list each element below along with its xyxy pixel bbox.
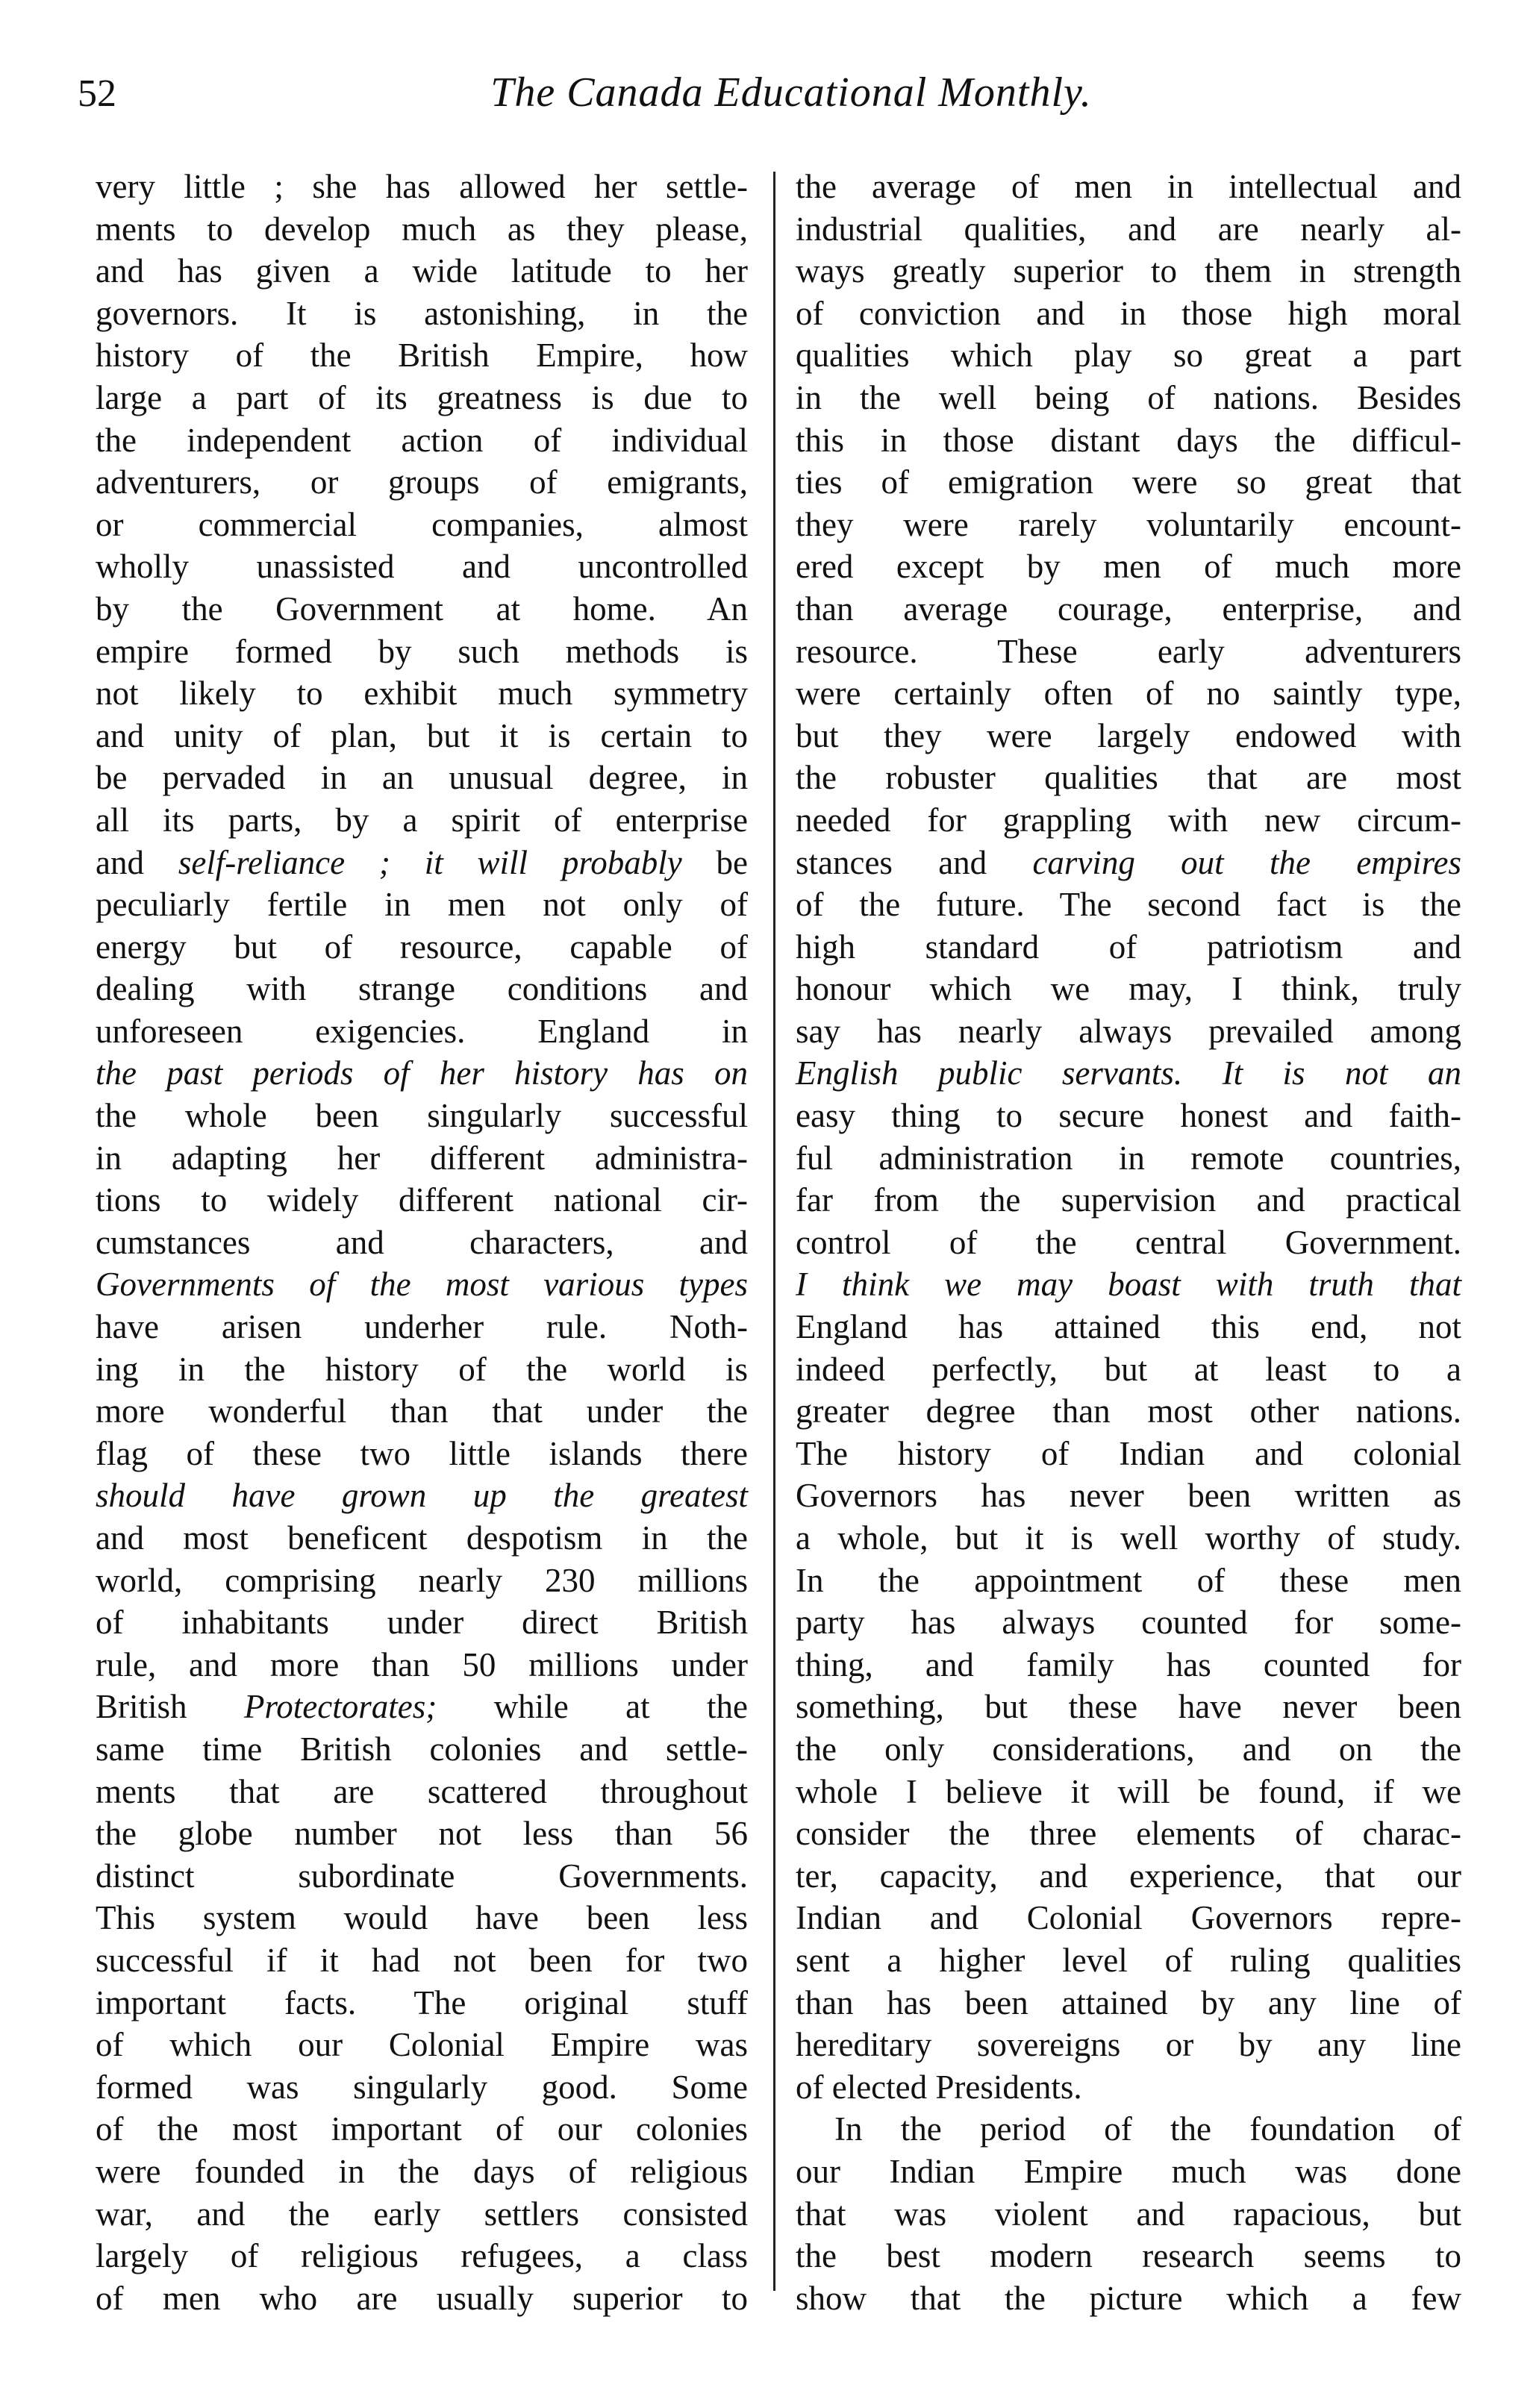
text-segment: This system would have been less xyxy=(96,1899,748,1937)
text-segment: of the future. The second fact is the xyxy=(796,886,1461,924)
text-line xyxy=(96,1263,748,1306)
text-line xyxy=(96,1010,748,1053)
text-line xyxy=(796,968,1461,1010)
text-line xyxy=(96,208,748,251)
italic-text: I think we may boast with truth that xyxy=(796,1266,1461,1304)
text-segment: be xyxy=(681,843,748,881)
text-segment: war, and the early settlers consisted xyxy=(96,2195,748,2233)
italic-text: should have grown up the greatest xyxy=(96,1477,748,1515)
text-segment: of men who are usually superior to xyxy=(96,2279,748,2317)
text-line xyxy=(96,1348,748,1391)
text-line xyxy=(796,208,1461,251)
text-segment: party has always counted for some- xyxy=(796,1604,1461,1642)
text-line xyxy=(96,2193,748,2236)
text-segment: The history of Indian and colonial xyxy=(796,1434,1461,1472)
text-segment: dealing with strange conditions and xyxy=(96,970,748,1008)
text-segment: and xyxy=(96,843,178,881)
text-line xyxy=(96,2108,748,2151)
text-line xyxy=(96,1179,748,1222)
text-line xyxy=(96,293,748,335)
text-line xyxy=(796,1560,1461,1602)
text-segment: or commercial companies, almost xyxy=(96,505,748,543)
text-line xyxy=(96,1897,748,1939)
text-segment: a whole, but it is well worthy of study. xyxy=(796,1519,1461,1557)
text-line xyxy=(796,588,1461,631)
text-segment: the globe number not less than 56 xyxy=(96,1815,748,1853)
text-line xyxy=(796,2066,1461,2109)
text-line xyxy=(796,2235,1461,2277)
text-segment: greater degree than most other nations. xyxy=(796,1392,1461,1430)
text-segment: and most beneficent despotism in the xyxy=(96,1519,748,1557)
text-line xyxy=(96,1222,748,1264)
text-line xyxy=(796,1601,1461,1644)
column-divider xyxy=(773,172,775,2291)
text-line xyxy=(96,1686,748,1728)
text-line xyxy=(796,715,1461,757)
text-line xyxy=(796,2108,1461,2151)
text-segment: but they were largely endowed with xyxy=(796,716,1461,754)
text-line xyxy=(96,1728,748,1771)
italic-text: Governments of the most various types xyxy=(96,1266,748,1304)
text-segment: empire formed by such methods is xyxy=(96,632,748,670)
text-line xyxy=(796,757,1461,799)
text-segment: something, but these have never been xyxy=(796,1688,1461,1726)
text-line xyxy=(796,504,1461,546)
italic-text: carving out the empires xyxy=(1032,843,1461,881)
text-line xyxy=(96,1939,748,1982)
text-segment: cumstances and characters, and xyxy=(96,1223,748,1261)
text-line xyxy=(96,1095,748,1137)
text-line xyxy=(796,884,1461,926)
text-line xyxy=(796,2024,1461,2066)
text-segment: ing in the history of the world is xyxy=(96,1350,748,1388)
text-line xyxy=(96,1644,748,1686)
text-segment: rule, and more than 50 millions under xyxy=(96,1645,748,1683)
text-line xyxy=(796,1222,1461,1264)
text-segment: of which our Colonial Empire was xyxy=(96,2026,748,2064)
text-line xyxy=(96,1517,748,1560)
text-segment: unforeseen exigencies. England in xyxy=(96,1012,748,1050)
italic-text: the past periods of her history has on xyxy=(96,1054,748,1092)
text-line xyxy=(796,419,1461,462)
text-line xyxy=(96,631,748,673)
text-segment: that was violent and rapacious, but xyxy=(796,2195,1461,2233)
text-segment: of the most important of our colonies xyxy=(96,2110,748,2148)
text-segment: of elected Presidents. xyxy=(796,2068,1082,2106)
text-line xyxy=(796,1939,1461,1982)
text-line xyxy=(796,926,1461,969)
text-segment: indeed perfectly, but at least to a xyxy=(796,1350,1461,1388)
text-line xyxy=(96,1137,748,1180)
text-line xyxy=(96,715,748,757)
text-line xyxy=(96,757,748,799)
text-line xyxy=(796,1348,1461,1391)
text-line xyxy=(96,545,748,588)
text-segment: the independent action of individual xyxy=(96,421,748,459)
text-line xyxy=(796,2193,1461,2236)
text-segment: peculiarly fertile in men not only of xyxy=(96,886,748,924)
text-segment: whole I believe it will be found, if we xyxy=(796,1772,1461,1810)
text-line xyxy=(96,1601,748,1644)
text-segment: wholly unassisted and uncontrolled xyxy=(96,548,748,586)
text-segment: needed for grappling with new circum- xyxy=(796,801,1461,839)
running-title: The Canada Educational Monthly. xyxy=(490,69,1092,116)
text-segment: flag of these two little islands there xyxy=(96,1434,748,1472)
text-line xyxy=(796,1179,1461,1222)
text-line xyxy=(796,1855,1461,1898)
text-line xyxy=(796,1137,1461,1180)
text-line xyxy=(96,926,748,969)
text-line xyxy=(796,1813,1461,1855)
text-line xyxy=(96,1390,748,1433)
text-line xyxy=(796,250,1461,293)
text-line xyxy=(796,545,1461,588)
text-segment: ments to develop much as they please, xyxy=(96,210,748,248)
text-segment: be pervaded in an unusual degree, in xyxy=(96,759,748,797)
text-segment: industrial qualities, and are nearly al- xyxy=(796,210,1461,248)
text-segment: very little ; she has allowed her settle- xyxy=(96,168,748,205)
text-segment: and unity of plan, but it is certain to xyxy=(96,716,748,754)
text-segment: Governors has never been written as xyxy=(796,1477,1461,1515)
text-line xyxy=(96,1855,748,1898)
text-line xyxy=(96,2066,748,2109)
text-line xyxy=(796,799,1461,842)
text-line xyxy=(796,2151,1461,2193)
text-line xyxy=(96,1771,748,1813)
text-segment: Indian and Colonial Governors repre- xyxy=(796,1899,1461,1937)
text-segment: honour which we may, I think, truly xyxy=(796,970,1461,1008)
text-line xyxy=(96,504,748,546)
text-segment: the robuster qualities that are most xyxy=(796,759,1461,797)
text-segment: ments that are scattered throughout xyxy=(96,1772,748,1810)
text-line xyxy=(96,1813,748,1855)
text-line xyxy=(796,1517,1461,1560)
text-segment: show that the picture which a few xyxy=(796,2279,1461,2317)
text-segment: British xyxy=(96,1688,244,1726)
text-segment: the average of men in intellectual and xyxy=(796,168,1461,205)
text-segment: adventurers, or groups of emigrants, xyxy=(96,463,748,501)
text-line xyxy=(96,1306,748,1348)
text-line xyxy=(96,250,748,293)
text-line xyxy=(796,377,1461,419)
text-segment: large a part of its greatness is due to xyxy=(96,378,748,416)
text-segment: ways greatly superior to them in strength xyxy=(796,252,1461,290)
text-line xyxy=(796,672,1461,715)
text-segment: than average courage, enterprise, and xyxy=(796,590,1461,628)
text-segment: control of the central Government. xyxy=(796,1223,1461,1261)
text-line xyxy=(96,1560,748,1602)
text-segment: more wonderful than that under the xyxy=(96,1392,748,1430)
text-line xyxy=(96,461,748,504)
text-line xyxy=(96,588,748,631)
text-segment: our Indian Empire much was done xyxy=(796,2152,1461,2190)
text-segment: formed was singularly good. Some xyxy=(96,2068,748,2106)
text-segment: ful administration in remote countries, xyxy=(796,1139,1461,1177)
text-segment: distinct subordinate Governments. xyxy=(96,1857,748,1895)
text-segment: In the period of the foundation of xyxy=(834,2110,1461,2148)
text-line xyxy=(796,1474,1461,1517)
italic-text: English public servants. It is not an xyxy=(796,1054,1461,1092)
text-segment: ered except by men of much more xyxy=(796,548,1461,586)
text-line xyxy=(796,1686,1461,1728)
text-segment: ter, capacity, and experience, that our xyxy=(796,1857,1461,1895)
text-segment: in adapting her different administra- xyxy=(96,1139,748,1177)
text-segment: were certainly often of no saintly type, xyxy=(796,675,1461,713)
text-segment: were founded in the days of religious xyxy=(96,2152,748,2190)
text-segment: qualities which play so great a part xyxy=(796,337,1461,375)
text-line xyxy=(96,2235,748,2277)
text-segment: have arisen underher rule. Noth- xyxy=(96,1308,748,1346)
text-segment: world, comprising nearly 230 millions xyxy=(96,1561,748,1599)
text-line xyxy=(796,1728,1461,1771)
text-segment: this in those distant days the difficul- xyxy=(796,421,1461,459)
text-segment: ties of emigration were so great that xyxy=(796,463,1461,501)
text-line xyxy=(96,377,748,419)
text-line xyxy=(796,1897,1461,1939)
text-line xyxy=(96,166,748,208)
text-line xyxy=(96,419,748,462)
text-segment: the whole been singularly successful xyxy=(96,1097,748,1135)
text-segment: of inhabitants under direct British xyxy=(96,1604,748,1642)
text-line xyxy=(96,884,748,926)
text-line xyxy=(796,1263,1461,1306)
text-segment: not likely to exhibit much symmetry xyxy=(96,675,748,713)
text-line xyxy=(96,842,748,884)
text-segment: governors. It is astonishing, in the xyxy=(96,294,748,332)
text-line xyxy=(796,334,1461,377)
text-line xyxy=(796,1010,1461,1053)
text-line xyxy=(796,1433,1461,1475)
text-segment: and has given a wide latitude to her xyxy=(96,252,748,290)
right-column xyxy=(796,166,1461,2319)
text-segment: important facts. The original stuff xyxy=(96,1983,748,2021)
text-line xyxy=(96,2277,748,2320)
text-segment: while at the xyxy=(437,1688,748,1726)
text-line xyxy=(796,1982,1461,2024)
text-segment: far from the supervision and practical xyxy=(796,1181,1461,1219)
text-segment: of conviction and in those high moral xyxy=(796,294,1461,332)
text-line xyxy=(796,1306,1461,1348)
text-line xyxy=(796,631,1461,673)
text-segment: In the appointment of these men xyxy=(796,1561,1461,1599)
text-segment: the best modern research seems to xyxy=(796,2237,1461,2275)
text-segment: say has nearly always prevailed among xyxy=(796,1012,1461,1050)
text-line xyxy=(96,2151,748,2193)
italic-text: self-reliance ; it will probably xyxy=(178,843,682,881)
text-line xyxy=(96,2024,748,2066)
text-line xyxy=(96,1433,748,1475)
text-segment: than has been attained by any line of xyxy=(796,1983,1461,2021)
text-line xyxy=(96,1982,748,2024)
text-segment: the only considerations, and on the xyxy=(796,1730,1461,1768)
text-segment: tions to widely different national cir- xyxy=(96,1181,748,1219)
text-segment: easy thing to secure honest and faith- xyxy=(796,1097,1461,1135)
text-segment: stances and xyxy=(796,843,1033,881)
left-column xyxy=(96,166,748,2319)
text-line xyxy=(96,799,748,842)
text-line xyxy=(796,842,1461,884)
text-segment: consider the three elements of charac- xyxy=(796,1815,1461,1853)
text-line xyxy=(796,461,1461,504)
text-line xyxy=(796,1095,1461,1137)
text-segment: all its parts, by a spirit of enterprise xyxy=(96,801,748,839)
page-number: 52 xyxy=(78,72,116,115)
text-line xyxy=(96,1052,748,1095)
text-line xyxy=(796,1052,1461,1095)
text-line xyxy=(796,2277,1461,2320)
text-line xyxy=(96,334,748,377)
text-segment: England has attained this end, not xyxy=(796,1308,1461,1346)
text-line xyxy=(796,1390,1461,1433)
text-line xyxy=(96,1474,748,1517)
text-segment: sent a higher level of ruling qualities xyxy=(796,1941,1461,1979)
text-line xyxy=(796,166,1461,208)
text-line xyxy=(796,293,1461,335)
italic-text: Protectorates; xyxy=(243,1688,437,1726)
text-segment: thing, and family has counted for xyxy=(796,1645,1461,1683)
text-segment: high standard of patriotism and xyxy=(796,928,1461,966)
text-line xyxy=(796,1644,1461,1686)
text-segment: resource. These early adventurers xyxy=(796,632,1461,670)
text-line xyxy=(96,672,748,715)
text-segment: they were rarely voluntarily encount- xyxy=(796,505,1461,543)
text-segment: largely of religious refugees, a class xyxy=(96,2237,748,2275)
text-segment: same time British colonies and settle- xyxy=(96,1730,748,1768)
text-segment: hereditary sovereigns or by any line xyxy=(796,2026,1461,2064)
text-segment: successful if it had not been for two xyxy=(96,1941,748,1979)
text-line xyxy=(96,968,748,1010)
text-segment: in the well being of nations. Besides xyxy=(796,378,1461,416)
text-segment: energy but of resource, capable of xyxy=(96,928,748,966)
text-segment: history of the British Empire, how xyxy=(96,337,748,375)
text-segment: by the Government at home. An xyxy=(96,590,748,628)
text-line xyxy=(796,1771,1461,1813)
